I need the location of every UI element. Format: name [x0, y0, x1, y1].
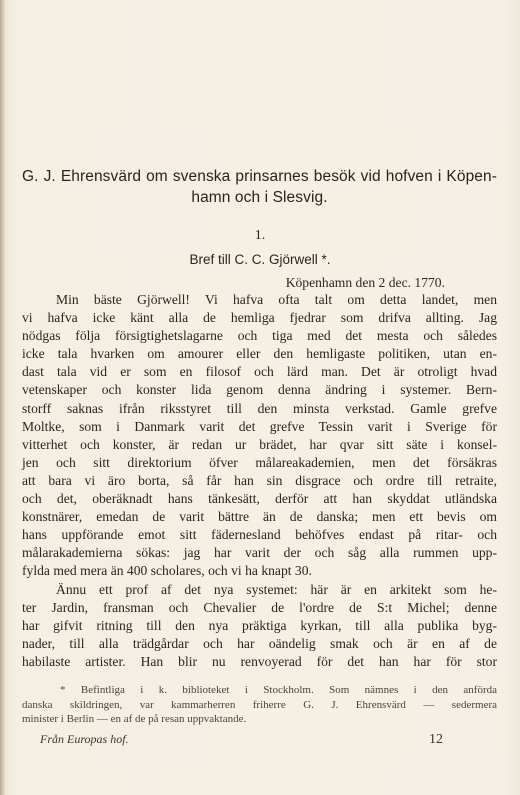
body-line: vetenskaper och konster lida genom denna ändring i systemer. Bern-	[22, 382, 497, 398]
body-line: icke tala hvarken om amourer eller den hemligaste politiken, utan en-	[22, 346, 497, 362]
letter-body	[22, 291, 497, 671]
footnote-line: * Befintliga i k. biblioteket i Stockholm. Som nämnes i den anförda	[60, 684, 497, 696]
footer-source: Från Europas hof.	[40, 732, 129, 746]
body-line: att bara vi äro borta, så får han sin disgrace och ordre till retraite,	[22, 472, 497, 488]
section-number: 1.	[254, 228, 266, 243]
body-line: konstnärer, emedan de varit bättre än de danska; men ett bevis om	[22, 509, 497, 525]
page-binding-edge	[0, 0, 5, 795]
body-line: ter Jardin, fransman och Chevalier de l'ordre de S:t Michel; denne	[22, 599, 497, 615]
footnote-line: minister i Berlin — en af de på resan uppvaktande.	[22, 713, 247, 726]
body-line: vitterhet och konster, är redan ur brädet, har qvar sitt säte i konsel-	[22, 436, 497, 452]
letter-dateline: Köpenhamn den 2 dec. 1770.	[285, 275, 445, 290]
body-line: hans uppförande emot sitt fädernesland behöfves endast på ritar- och	[22, 527, 497, 543]
chapter-title-line-2: hamn och i Slesvig.	[191, 189, 328, 206]
body-line: fylda med mera än 400 scholares, och vi ha knapt 30.	[22, 563, 312, 579]
body-line: habilaste artister. Han blir nu renvoyerad för det han har för stor	[22, 653, 497, 669]
body-line: nader, till alla trädgårdar och har oändelig smak och är en af de	[22, 635, 497, 651]
body-line: jen och sitt direktorium öfver målareakademien, men det försäkras	[22, 454, 497, 470]
body-line: vi hafva icke känt alla de hemliga fjedrar som drifva allting. Jag	[22, 310, 497, 326]
body-line: Ännu ett prof af det nya systemet: här är en arkitekt som he-	[56, 581, 497, 597]
chapter-title-line-1: G. J. Ehrensvärd om svenska prinsarnes besök vid hofven i Köpen-	[22, 168, 497, 185]
body-line: Moltke, som i Danmark varit det grefve Tessin varit i Sverige för	[22, 418, 497, 434]
body-line: målarakademierna sökas: jag har varit der och såg alla rummen upp-	[22, 545, 497, 561]
body-line: har gifvit ritning till den nya präktiga kyrkan, till alla publika byg-	[22, 617, 497, 633]
letter-title: Bref till C. C. Gjörwell *.	[189, 252, 331, 267]
body-line: och det, oberäknadt hans tänkesätt, derför att han skyddat utländska	[22, 491, 497, 507]
body-line: dast tala vid er som en filosof och lärd man. Det är otroligt hvad	[22, 364, 497, 380]
page-footer	[40, 732, 443, 748]
footnote-line: danska skildringen, var kammarherren friherre G. J. Ehrensvärd — sedermera	[22, 698, 497, 711]
body-line: nödgas följa försigtighetslagarne och tiga med det mesta och således	[22, 328, 497, 344]
chapter-title	[22, 166, 497, 208]
body-line: Min bäste Gjörwell! Vi hafva ofta talt om detta landet, men	[56, 292, 497, 307]
footnote	[22, 683, 497, 727]
page-number: 12	[429, 732, 443, 747]
body-line: storff saknas ifrån riksstyret till den minsta verkstad. Gamle grefve	[22, 400, 497, 416]
